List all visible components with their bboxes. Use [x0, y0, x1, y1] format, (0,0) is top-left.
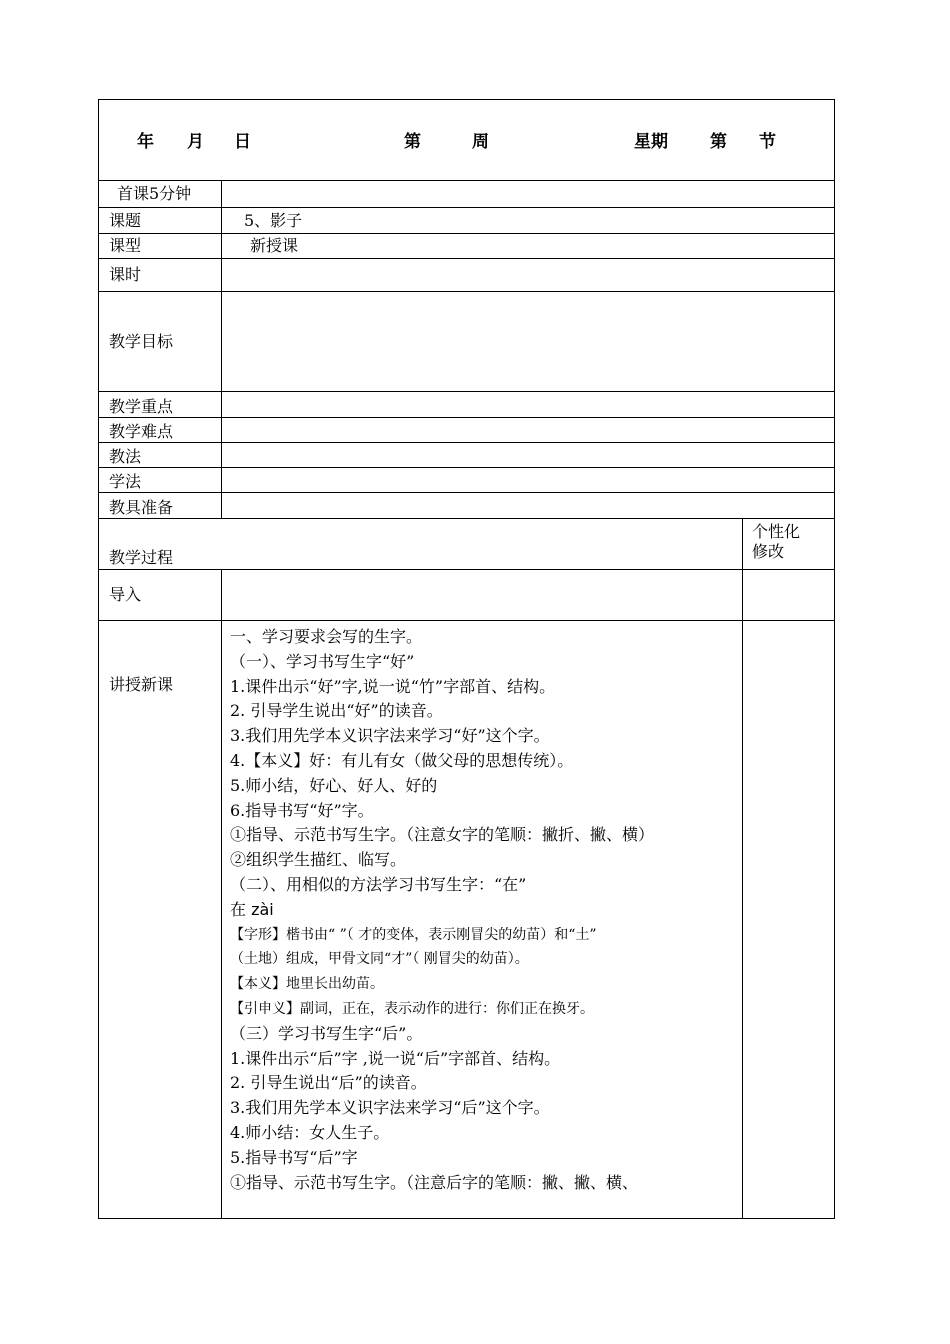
content-line: 5.指导书写“后”字: [230, 1147, 358, 1167]
lecture-label: 讲授新课: [99, 621, 222, 1219]
content-line: 【字形】楷书由“ ”（ 才的变体，表示刚冒尖的幼苗）和“土”: [230, 926, 597, 943]
content-line: 【引申义】副词，正在，表示动作的进行：你们正在换牙。: [230, 1000, 594, 1017]
content-line: 一、学习要求会写的生字。: [230, 627, 423, 646]
topic-value: 5、影子: [222, 208, 835, 234]
difficult-point-label: 教学难点: [99, 418, 222, 443]
goal-value[interactable]: [222, 292, 835, 392]
goal-label: 教学目标: [99, 292, 222, 392]
content-line: 6.指导书写“好”字。: [230, 800, 374, 820]
type-value: 新授课: [222, 234, 835, 259]
intro-personalize[interactable]: [743, 570, 835, 621]
content-line: 5.师小结，好心、好人、好的: [230, 775, 438, 795]
key-point-value[interactable]: [222, 392, 835, 418]
period-di-label: 第: [710, 132, 727, 152]
content-line: 在 zài: [230, 899, 274, 919]
study-method-value[interactable]: [222, 468, 835, 493]
lecture-personalize[interactable]: [743, 621, 835, 1219]
week-label: 周: [472, 132, 489, 152]
first-5min-value[interactable]: [222, 181, 835, 208]
content-line: 【本义】地里长出幼苗。: [230, 976, 384, 993]
content-line: 2. 引导学生说出“好”的读音。: [230, 701, 443, 721]
content-line: 1.课件出示“后”字 ,说一说“后”字部首、结构。: [230, 1048, 561, 1068]
content-line: （二）、用相似的方法学习书写生字：“在”: [230, 874, 527, 894]
content-line: （三）学习书写生字“后”。: [230, 1023, 423, 1043]
hours-value[interactable]: [222, 259, 835, 292]
lecture-content: [222, 621, 743, 1219]
tools-value[interactable]: [222, 493, 835, 519]
personalize-label-1: 个性化: [752, 522, 801, 541]
content-line: 4.师小结：女人生子。: [230, 1122, 390, 1142]
content-line: 3.我们用先学本义识字法来学习“好”这个字。: [230, 726, 550, 746]
lesson-plan-table: [98, 99, 835, 1219]
type-label: 课型: [99, 234, 222, 259]
process-label: 教学过程: [99, 519, 743, 570]
content-line: ①指导、示范书写生字。（注意后字的笔顺：撇、撇、横、: [230, 1172, 639, 1192]
study-method-label: 学法: [99, 468, 222, 493]
content-line: （土地）组成，甲骨文同“才”（ 刚冒尖的幼苗）。: [230, 951, 529, 968]
month-label: 月: [187, 132, 204, 152]
content-line: ②组织学生描红、临写。: [230, 850, 407, 870]
period-label: 节: [759, 132, 776, 152]
content-line: （一）、学习书写生字“好”: [230, 651, 415, 671]
date-header: [99, 100, 835, 181]
content-line: 3.我们用先学本义识字法来学习“后”这个字。: [230, 1098, 550, 1118]
first-5min-label: 首课5分钟: [99, 181, 222, 208]
weekday-label: 星期: [634, 132, 668, 152]
tools-label: 教具准备: [99, 493, 222, 519]
key-point-label: 教学重点: [99, 392, 222, 418]
year-label: 年: [137, 132, 154, 152]
personalize-label-2: 修改: [752, 542, 785, 561]
difficult-point-value[interactable]: [222, 418, 835, 443]
content-line: 1.课件出示“好”字,说一说“竹”字部首、结构。: [230, 676, 556, 696]
content-line: 4.【本义】好：有儿有女（做父母的思想传统）。: [230, 750, 574, 770]
teaching-method-value[interactable]: [222, 443, 835, 468]
topic-label: 课题: [99, 208, 222, 234]
intro-label: 导入: [99, 570, 222, 621]
content-line: ①指导、示范书写生字。（注意女字的笔顺：撇折、撇、横）: [230, 825, 655, 845]
week-di-label: 第: [404, 132, 421, 152]
teaching-method-label: 教法: [99, 443, 222, 468]
intro-value[interactable]: [222, 570, 743, 621]
content-line: 2. 引导生说出“后”的读音。: [230, 1073, 427, 1093]
personalize-header: [743, 519, 835, 570]
hours-label: 课时: [99, 259, 222, 292]
day-label: 日: [234, 132, 251, 152]
